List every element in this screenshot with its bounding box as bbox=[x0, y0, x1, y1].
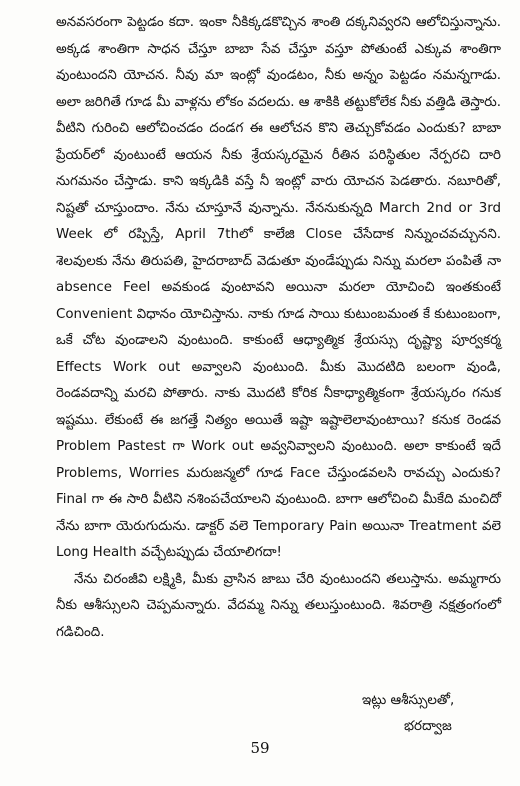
letter-paragraph-2: నేను చిరంజీవి లక్ష్మికి, మీకు వ్రాసిన జాబు చేరి వుంటుందని తలుస్తాను. అమ్మగారు నీకు ఆశీస్సులని చెప్పమన్నారు. వేదమ్మ నిన్ను తలుస్తుంటుంది. శివరాత్రి నక్షత్రంగంలో గడిచింది. bbox=[56, 571, 501, 640]
page-number: 59 bbox=[250, 739, 270, 757]
letter-body bbox=[56, 10, 501, 646]
letter-paragraph-1: అనవసరంగా పెట్టడం కదా. ఇంకా నీకిక్కడకొచ్చిన శాంతి దక్కనివ్వరని ఆలోచిస్తున్నాను. అక్కడ శాంతిగా సాధన చేస్తూ బాబా సేవ చేస్తూ వస్తూ పోతుంటే ఎక్కువ శాంతిగా వుంటుందని యోచన. నీవు మా ఇంట్లో వుండటం, నీకు అన్నం పెట్టడం నమన్నగాడు. అలా జరిగితే గూడ మీ వాళ్లను లోకం వదలదు. ఆ శాకికి తట్టుకోలేక నీకు వత్తిడి తెస్తారు. వీటిని గురించి ఆలోచించడం దండగ ఈ ఆలోచన కొని తెచ్చుకోవడం ఎందుకు? బాబా ప్రేయర్‌లో వుంటుంటే ఆయన నీకు శ్రేయస్కరమైన రీతిన పరిస్థితుల నేర్పరచి దారి నుగమనం చేస్తాడు. కాని ఇక్కడికి వస్తే నీ ఇంట్లో వారు యోచన పెడతారు. నబూరితో, నిష్టతో చూస్తుందాం. నేను చూస్తూనే వున్నాను. నేననుకున్నది March 2nd or 3rd Week లో రప్పిస్తే, April 7thలో కాలేజి Close చేసేదాక నిన్నుంచవచ్చునని. శెలవులకు నేను తిరుపతి, హైదరాబాద్ వెడుతూ వుండేప్పుడు నిన్ను మరలా పంపితే నా absence Feel అవకుండ వుంటావని అయినా మరలా యోచించి ఇంతకుంటే Convenient విధానం యోచిస్తాను. నాకు గూడ సాయి కుటుంబమంత కే కుటుంబంగా, ఒకే చోట వుండాలని వుంటుంది. కాకుంటే ఆధ్యాత్మిక శ్రేయస్సు దృష్ట్యా పూర్వకర్మ Effects Work out అవ్వాలని వుంటుంది. మీకు మొదటిది బలంగా వుండి, రెండవదాన్ని మరచి పోతారు. నాకు మొదటి కోరిక నీకాధ్యాత్మికంగా శ్రేయస్కరం గనుక ఇష్టము. లేకుంటే ఈ జగత్తే నిత్యం అయితే ఇష్టా ఇష్టాలెలావుంటాయి? కనుక రెండవ Problem Pastest గా Work out అవ్వనివ్వాలని వుంటుంది. అలా కాకుంటే ఇదే Problems, Worries మరుజన్మలో గూడ Face చేస్తుండవలసి రావచ్చు ఎందుకు? Final గా ఈ సారి వీటిని నశింపచేయాలని వుంటుంది. బాగా ఆలోచించి మీకేది మంచిదో నేను బాగా యెరుగుదును. డాక్టర్ వలె Temporary Pain అయినా Treatment వలె Long Health వచ్చేటప్పుడు చేయాలిగదా! bbox=[56, 15, 502, 560]
signature: భరద్వాజ bbox=[404, 719, 452, 734]
letter-closing-block bbox=[362, 688, 512, 740]
closing-salutation: ఇట్లు ఆశీస్సులతో, bbox=[362, 693, 455, 708]
